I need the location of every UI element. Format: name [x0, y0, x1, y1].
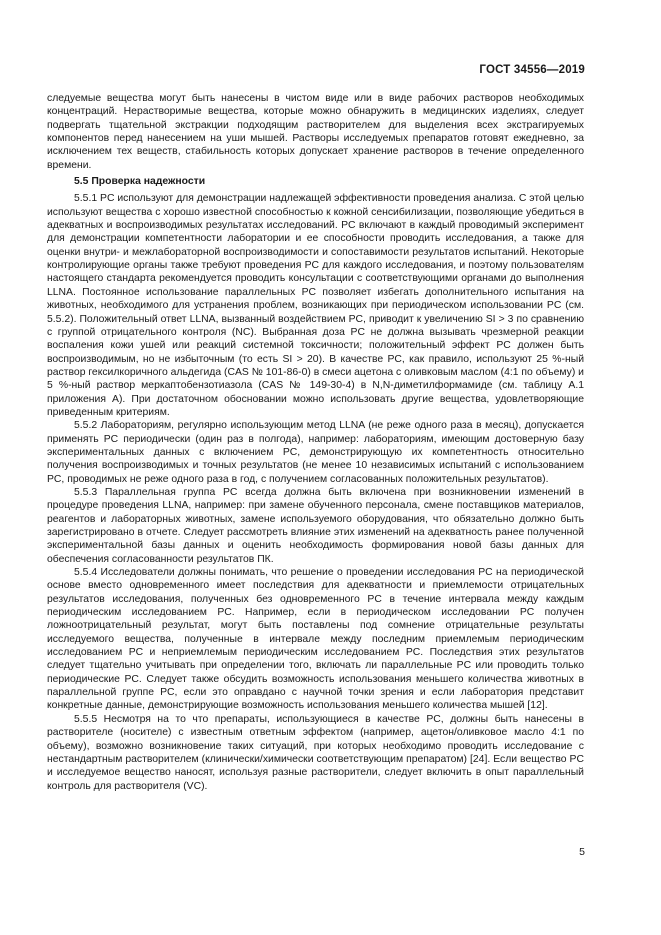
- section-title: 5.5 Проверка надежности: [74, 176, 206, 188]
- paragraph-5-5-5: 5.5.5 Несмотря на то что препараты, использующиеся в качестве PC, должны быть нанесены в растворителе (носителе) с известным ответным эффектом (например, ацетон/оливковое масло 4:1 по объему), возможно возникновение таких ситуаций, при которых необходимо проводить исследование с нестандартным растворителем (клинически/химически соответствующим препаратом) [24]. Если вещество PC и исследуемое вещество наносят, используя разные растворители, следует включить в опыт параллельный контроль для растворителя (VC).: [47, 713, 584, 792]
- intro-paragraph: следуемые вещества могут быть нанесены в чистом виде или в виде рабочих растворов необходимых концентраций. Нерастворимые вещества, которые можно обнаружить в медицинских изделиях, следует подвергать тщательной экстракции подходящим растворителем для выделения всех экстрагируемых компонентов перед нанесением на уши мышей. Растворы исследуемых препаратов готовят ежедневно, за исключением тех веществ, стабильность которых допускает хранение растворов в течение определенного времени.: [47, 93, 584, 171]
- page-number: 5: [579, 846, 585, 858]
- paragraph-5-5-3: 5.5.3 Параллельная группа PC всегда должна быть включена при возникновении изменений в процедуре проведения LLNA, например: при замене обученного персонала, смене поставщиков материалов, реагентов и лабораторных животных, замене используемого оборудования, что обязательно должно быть зарегистрировано в отчете. Следует рассмотреть влияние этих изменений на адекватность ранее полученной экспериментальной базы данных и оценить необходимость формирования новой базы данных для обеспечения согласованности результатов ПК.: [47, 486, 584, 565]
- document-body: [47, 92, 584, 793]
- paragraph-5-5-1: 5.5.1 PC используют для демонстрации надлежащей эффективности проведения анализа. С этой целью используют вещества с хорошо известной способностью к кожной сенсибилизации, позволяющие убедиться в адекватных и воспроизводимых результатах исследований. PC включают в каждый проводимый эксперимент для демонстрации компетентности лаборатории и ее способности проводить исследования, а также для оценки внутри- и межлабораторной воспроизводимости и сопоставимости результатов испытаний. Некоторые контролирующие органы также требуют проведения PC для каждого исследования, и поэтому пользователям настоящего стандарта рекомендуется проводить консультации с соответствующими органами до выполнения LLNA. Постоянное использование параллельных PC позволяет избегать дополнительного испытания на животных, необходимого для устранения проблем, возникающих при периодическом использовании PC (см. 5.5.2). Положительный ответ LLNA, вызванный воздействием PC, приводит к увеличению SI > 3 по сравнению с группой отрицательного контроля (NC). Выбранная доза PC не должна вызывать чрезмерной реакции воспаления кожи ушей или реакций системной токсичности; положительный эффект PC должен быть воспроизводимым, но не избыточным (то есть SI > 20). В качестве PC, как правило, используют 25 %-ный раствор гексилкоричного альдегида (CAS № 101-86-0) в смеси ацетона с оливковым маслом (4:1 по объему) и 5 %-ный раствор меркаптобензотиазола (CAS № 149-30-4) в N,N-диметилформамиде (см. таблицу А.1 приложения А). При достаточном обосновании можно использовать другие вещества, удовлетворяющие приведенным критериям.: [47, 193, 584, 418]
- paragraph-5-5-4: 5.5.4 Исследователи должны понимать, что решение о проведении исследования PC на периодической основе вместо одновременного имеет последствия для адекватности и приемлемости отрицательных результатов исследования, полученных без одновременного PC в течение интервала между каждым периодическим исследованием PC. Например, если в периодическом исследовании PC получен ложноотрицательный результат, могут быть поставлены под сомнение отрицательные результаты исследуемого вещества, полученные в интервале между последним приемлемым периодическим исследованием PC и неприемлемым периодическим исследованием PC. Последствия этих результатов следует тщательно учитывать при определении того, включать ли параллельные PC или проводить только периодические PC. Следует также обсудить возможность использования меньшего количества животных в параллельной группе PC, если это оправдано с научной точки зрения и если лаборатория представит конкретные данные, демонстрирующие возможность использования меньшего количества мышей [12].: [47, 567, 584, 712]
- paragraph-5-5-2: 5.5.2 Лабораториям, регулярно использующим метод LLNA (не реже одного раза в месяц), допускается применять PC периодически (один раз в полгода), например: лабораториям, имеющим достоверную базу экспериментальных данных с включением PC, демонстрирующую их компетентность относительно получения воспроизводимых и точных результатов (не менее 10 независимых испытаний с использованием PC, проводимых не реже одного раза в год, с получением согласованных положительных результатов).: [47, 420, 584, 485]
- standard-header: ГОСТ 34556—2019: [479, 64, 585, 76]
